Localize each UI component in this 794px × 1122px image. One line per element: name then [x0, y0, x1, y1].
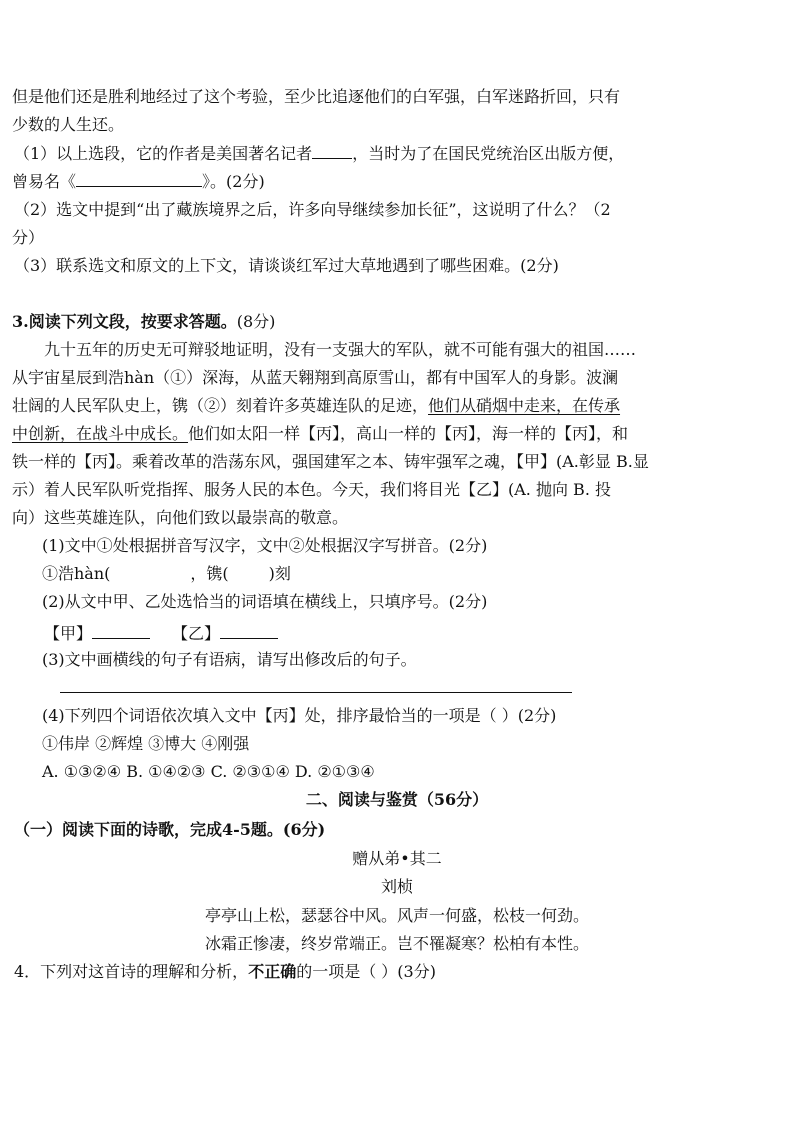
passage-line: 向）这些英雄连队，向他们致以最崇高的敬意。	[12, 508, 349, 527]
poem-section-heading: （一）阅读下面的诗歌，完成4-5题。(6分)	[14, 820, 326, 839]
answer-blank[interactable]	[220, 624, 278, 639]
passage-line: 壮阔的人民军队史上，镌（②）刻着许多英雄连队的足迹，他们从硝烟中走来，在传承	[12, 396, 621, 415]
s3-question-2: (2)从文中甲、乙处选恰当的词语填在横线上，只填序号。(2分)	[42, 592, 488, 611]
question-3: （3）联系选文和原文的上下文，请谈谈红军过大草地遇到了哪些困难。(2分)	[14, 256, 559, 275]
s3-question-1: (1)文中①处根据拼音写汉字，文中②处根据汉字写拼音。(2分)	[42, 536, 488, 555]
answer-blank[interactable]	[76, 172, 202, 187]
answer-line[interactable]	[60, 692, 572, 693]
s3-answer-2: 【甲】 【乙】	[44, 624, 278, 644]
passage-line: 但是他们还是胜利地经过了这个考验，至少比追逐他们的白军强，白军迷路折回，只有	[12, 87, 621, 106]
passage-line: 中创新，在战斗中成长。他们如太阳一样【丙】，高山一样的【丙】，海一样的【丙】，和	[12, 424, 629, 443]
question-2-cont: 分）	[12, 228, 45, 247]
passage-line: 铁一样的【丙】。乘着改革的浩荡东风，强国建军之本、铸牢强军之魂，【甲】(A.彰显 B.显	[12, 452, 649, 471]
underlined-sentence: 他们从硝烟中走来，在传承	[428, 396, 621, 415]
poem-line: 亭亭山上松，瑟瑟谷中风。风声一何盛，松枝一何劲。	[204, 906, 589, 925]
question-2: （2）选文中提到“出了藏族境界之后，许多向导继续参加长征”，这说明了什么？（2	[14, 200, 611, 219]
question-1-cont: 曾易名《 》。(2分)	[12, 172, 265, 191]
underlined-sentence: 中创新，在战斗中成长。	[12, 424, 189, 443]
poem-line: 冰霜正惨凄，终岁常端正。岂不罹凝寒？松柏有本性。	[204, 934, 589, 953]
word-list: ①伟岸 ②辉煌 ③博大 ④刚强	[42, 734, 250, 753]
passage-line: 九十五年的历史无可辩驳地证明，没有一支强大的军队，就不可能有强大的祖国……	[44, 340, 637, 359]
s3-answer-1: ①浩hàn( ，镌( )刻	[42, 564, 291, 583]
s3-question-4: (4)下列四个词语依次填入文中【丙】处，排序最恰当的一项是（ ）(2分)	[42, 706, 557, 725]
s3-question-3: (3)文中画横线的句子有语病，请写出修改后的句子。	[42, 650, 417, 669]
answer-blank[interactable]	[92, 624, 150, 639]
answer-blank[interactable]	[312, 144, 352, 159]
passage-line: 从宇宙星辰到浩hàn（①）深海，从蓝天翱翔到高原雪山，都有中国军人的身影。波澜	[12, 368, 619, 387]
question-1: （1）以上选段，它的作者是美国著名记者 ，当时为了在国民党统治区出版方便，	[14, 144, 625, 163]
section-3-heading: 3.阅读下列文段，按要求答题。(8分)	[12, 312, 276, 331]
passage-line: 示）着人民军队听党指挥、服务人民的本色。今天，我们将目光【乙】(A. 抛向 B. 投	[12, 480, 611, 499]
choice-options: A. ①③②④ B. ①④②③ C. ②③①④ D. ②①③④	[42, 762, 375, 781]
poem-author: 刘桢	[380, 877, 413, 896]
part-2-heading: 二、阅读与鉴赏（56分）	[305, 790, 489, 809]
poem-title: 赠从弟•其二	[352, 849, 442, 868]
passage-line: 少数的人生还。	[12, 115, 125, 134]
question-4: 4．下列对这首诗的理解和分析，不正确的一项是（ ）(3分)	[14, 962, 436, 981]
